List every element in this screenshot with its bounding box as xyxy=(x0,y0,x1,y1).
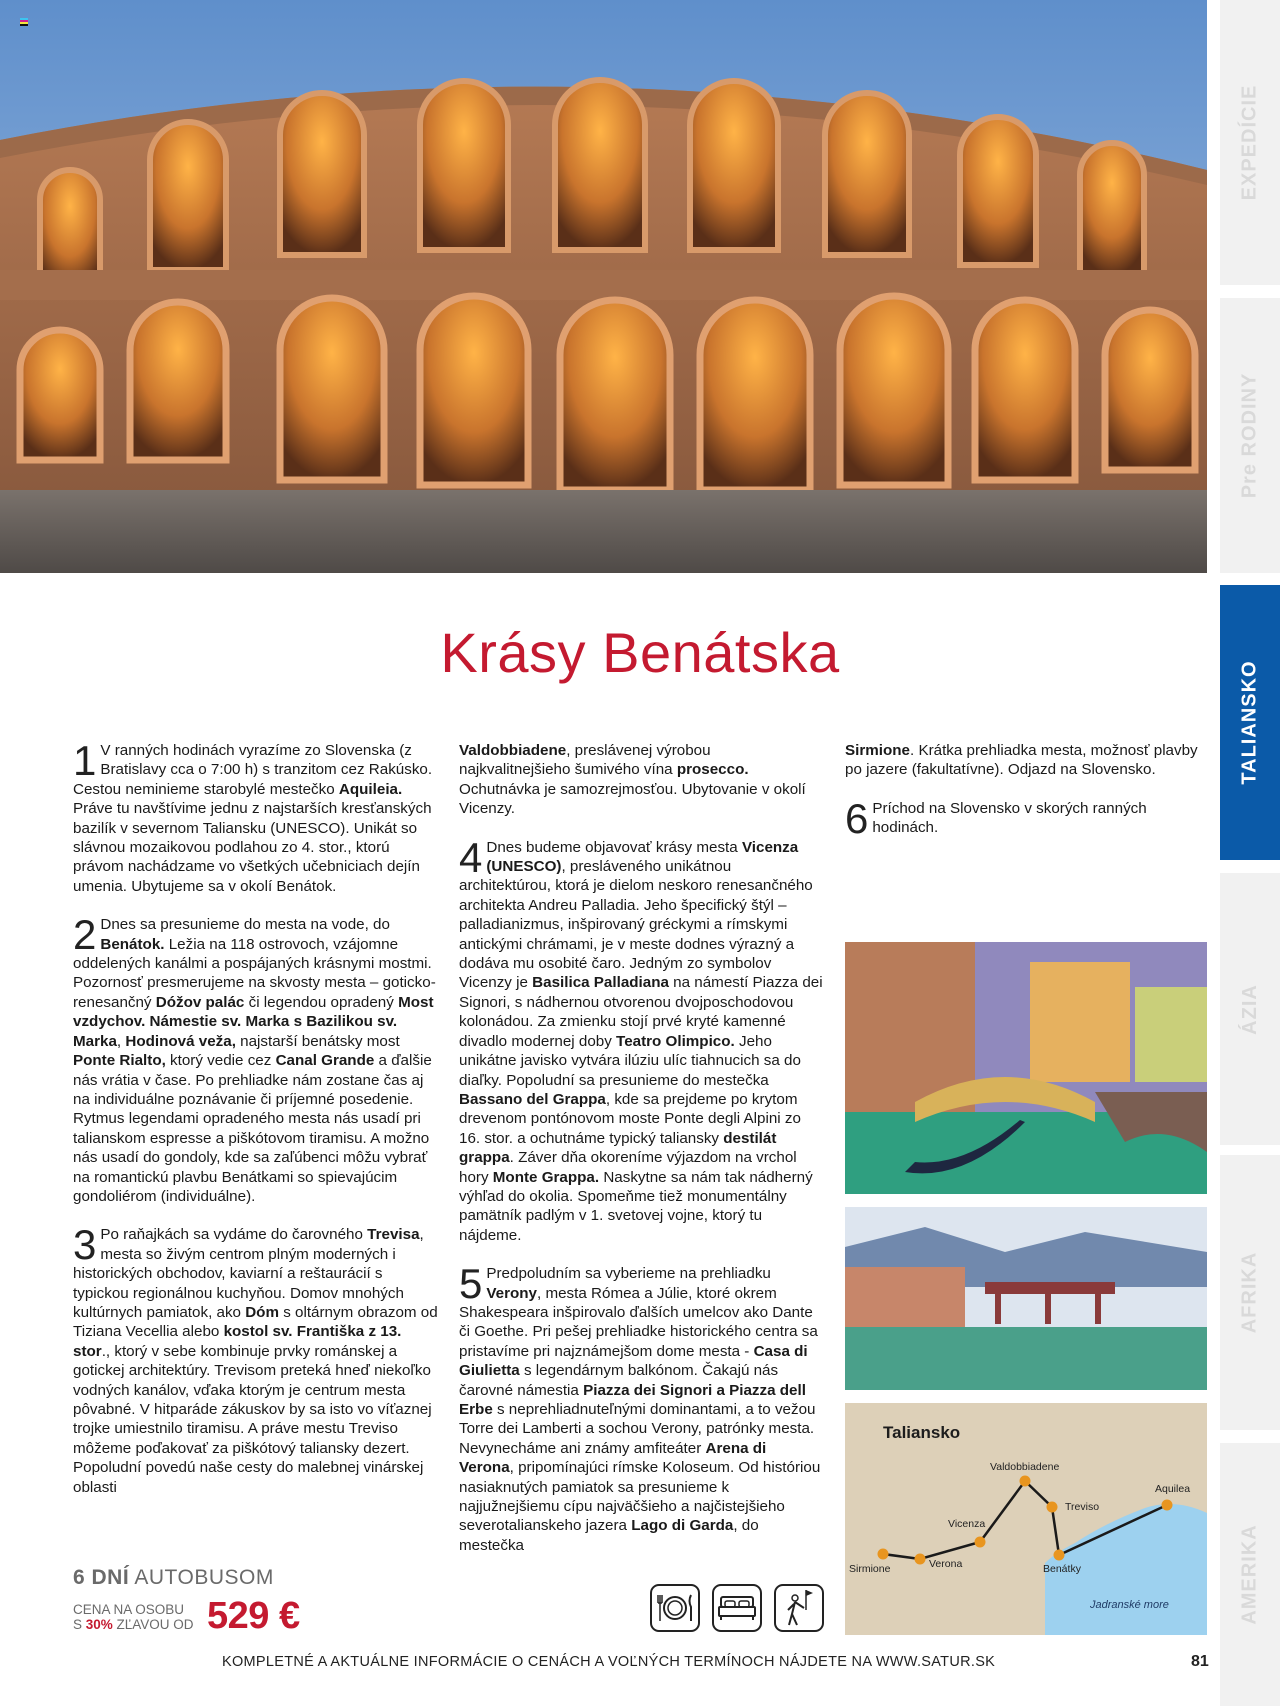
itinerary-column-2 xyxy=(459,741,824,1574)
itinerary-column-1 xyxy=(73,737,438,1516)
itinerary-day-4 xyxy=(459,833,824,1246)
side-tab-pre-rodiny[interactable] xyxy=(1220,298,1280,573)
map-city-label: Benátky xyxy=(1043,1563,1081,1575)
side-tab-afrika[interactable] xyxy=(1220,1155,1280,1430)
hero-photo-arena-di-verona xyxy=(0,0,1207,573)
side-tab-label: Pre RODINY xyxy=(1238,372,1261,499)
map-city-label: Verona xyxy=(929,1558,963,1570)
highlight-place: Verony xyxy=(486,1284,538,1302)
itinerary-day-3-part-a xyxy=(73,1221,438,1497)
price-label-line2: S 30% ZĽAVOU OD xyxy=(73,1617,194,1632)
arena-illustration xyxy=(0,0,1207,573)
trip-duration xyxy=(73,1566,274,1590)
day-text: Po raňajkách sa vydáme do čarovného xyxy=(100,1226,368,1244)
highlight-place: Bassano del Grappa xyxy=(459,1090,606,1108)
map-point-aquilea xyxy=(1162,1500,1173,1511)
footer-info: KOMPLETNÉ A AKTUÁLNE INFORMÁCIE O CENÁCH A VOĽNÝCH TERMÍNOCH NÁJDETE NA WWW.SATUR.SK xyxy=(222,1654,996,1670)
day-text: , pripomínajúci rímske Koloseum. Od históriou nasiaknutých pamiatok sa presunieme k najjužnejšiemu cípu najväčšieho a najčistejšieho severotalianskeho jazera xyxy=(459,1459,821,1535)
itinerary-day-3-part-b xyxy=(459,741,824,819)
side-tab-label: AMERIKA xyxy=(1238,1524,1261,1625)
map-city-label: Sirmione xyxy=(849,1563,891,1575)
highlight-place: Basilica Palladiana xyxy=(532,974,669,992)
guide-flag-icon xyxy=(774,1584,824,1632)
day-text: s neprehliadnuteľnými dominantami, a to vežou Torre dei Lamberti a sochou Verony, patrónky mesta. Nevynecháme ani známy amfiteáter xyxy=(459,1401,816,1457)
highlight-place: Dóm xyxy=(245,1303,279,1321)
map-city-label: Valdobbiadene xyxy=(990,1461,1060,1473)
highlight-place: Teatro Olimpico. xyxy=(616,1032,735,1050)
page-number: 81 xyxy=(1191,1653,1209,1670)
route-map xyxy=(845,1403,1207,1635)
map-point-sirmione xyxy=(878,1549,889,1560)
day-text: , mesta Rómea a Júlie, ktoré okrem Shakespeara inšpirovalo ďalších umelcov ako Dante či Goethe. Pri pešej prehliadke historického centra sa pristavíme pri najznámejšom dome mesta - xyxy=(459,1284,818,1360)
duration-transport: AUTOBUSOM xyxy=(129,1566,274,1589)
bed-icon xyxy=(712,1584,762,1632)
day-text: Dnes budeme objavovať krásy mesta xyxy=(486,838,742,856)
itinerary-day-5-part-a xyxy=(459,1260,824,1555)
highlight-place: Sirmione xyxy=(845,742,910,759)
side-tab-label: EXPEDÍCIE xyxy=(1238,84,1261,201)
highlight-place: Most vzdychov. Námestie sv. Marka s Bazilikou sv. Marka xyxy=(73,993,434,1050)
side-tab-amerika[interactable] xyxy=(1220,1443,1280,1706)
map-point-vicenza xyxy=(975,1537,986,1548)
highlight-place: Arena di Verona xyxy=(459,1439,767,1477)
photo-bassano-del-grappa xyxy=(845,1207,1207,1390)
map-point-treviso xyxy=(1047,1502,1058,1513)
day-text: , kde sa prejdeme po krytom drevenom pontónovom moste Ponte degli Alpini zo 16. stor. a ochutnáme typický taliansky xyxy=(459,1090,801,1147)
day-text: Jeho unikátne javisko vytvára ilúziu ulíc tiahnucich sa do diaľky. Popoludní sa presunieme do mestečka xyxy=(459,1032,801,1089)
highlight-place: Benátok. xyxy=(100,935,165,953)
day-text: Dnes sa presunieme do mesta na vode, do xyxy=(100,916,390,934)
day-text: Práve tu navštívime jednu z najstarších kresťanských bazilík v severnom Taliansku (UNESCO). Unikát so slávnou mozaikovou podlahou zo 4. stor., ktorú právom nachádzame vo všetkých učebniciach dejín umenia. Ubytujeme sa v okolí Benátok. xyxy=(73,800,432,895)
map-city-label: Aquilea xyxy=(1155,1483,1191,1495)
day-text: , xyxy=(116,1032,126,1050)
day-text: Príchod na Slovensko v skorých ranných hodinách. xyxy=(872,799,1147,837)
day-number: 6 xyxy=(845,794,869,842)
itinerary-day-5-part-b xyxy=(845,741,1210,780)
day-text: Ochutnávka je samozrejmosťou. Ubytovanie v okolí Vicenzy. xyxy=(459,780,806,818)
day-text: na námestí Piazza dei Signori, s nádhernou otvorenou dvojposchodovou kolonádou. Za zmienku stojí prvé kryté kamenné divadlo modernej doby xyxy=(459,974,823,1050)
day-text: , do mestečka xyxy=(459,1517,759,1554)
map-point-benátky xyxy=(1054,1550,1065,1561)
service-icons xyxy=(650,1584,824,1632)
itinerary-day-2 xyxy=(73,911,438,1206)
side-tab-label: AFRIKA xyxy=(1238,1251,1261,1334)
plate-cutlery-icon xyxy=(650,1584,700,1632)
highlight-place: Monte Grappa. xyxy=(492,1168,600,1186)
day-text: . Krátka prehliadka mesta, možnosť plavby po jazere (fakultatívne). Odjazd na Slovensko. xyxy=(845,742,1198,779)
day-text: Ležia na 118 ostrovoch, vzájomne oddelených kanálmi a pospájaných krásnymi mostmi. Pozornosť presmerujeme na skvosty mesta – goticko-renesančný xyxy=(73,935,436,1011)
itinerary-day-6 xyxy=(845,794,1210,842)
print-color-bar xyxy=(20,18,28,26)
day-text: ktorý vedie cez xyxy=(165,1052,276,1070)
itinerary-day-1 xyxy=(73,737,438,896)
day-text: s oltárnym obrazom od Tiziana Vecellia alebo xyxy=(73,1303,438,1341)
day-text: , mesta so živým centrom plným moderných i historických obchodov, kaviarní a reštaurácií s typickou regionálnou kuchyňou. Domov mnohých kultúrnych pamiatok, ako xyxy=(73,1226,424,1321)
highlight-place: Hodinová veža, xyxy=(125,1032,236,1050)
highlight-place: Piazza dei Signori a Piazza dell Erbe xyxy=(459,1381,806,1418)
section-side-tabs xyxy=(1220,0,1280,1706)
side-tab-azia[interactable] xyxy=(1220,873,1280,1145)
day-number: 5 xyxy=(459,1260,483,1308)
day-text: najstarší benátsky most xyxy=(235,1032,400,1050)
day-text: ., ktorý v sebe kombinuje prvky románskej a gotickej architektúry. Trevisom preteká hneď niekoľko vodných kanálov, vďaka ktorým je centrum mesta pôvabné. V hitparáde zákuskov by sa isto vo víťaznej trojke umiestnilo tiramisu. A práve mestu Treviso môžeme poďakovať za piškótový taliansky dezert. Popoludní povedú naše cesty do malebnej vinárskej oblasti xyxy=(73,1342,432,1496)
duration-days: 6 DNÍ xyxy=(73,1566,130,1589)
highlight-place: Aquileia. xyxy=(338,780,403,798)
day-number: 2 xyxy=(73,911,97,959)
map-point-valdobbiadene xyxy=(1020,1476,1031,1487)
day-text: Predpoludním sa vyberieme na prehliadku xyxy=(486,1265,771,1283)
highlight-place: Dóžov palác xyxy=(155,993,245,1011)
highlight-place: Vicenza (UNESCO) xyxy=(486,838,799,876)
side-tab-label: TALIANSKO xyxy=(1238,660,1261,785)
day-number: 3 xyxy=(73,1221,97,1269)
highlight-place: Canal Grande xyxy=(275,1052,375,1070)
map-point-verona xyxy=(915,1554,926,1565)
bassano-illustration xyxy=(845,1207,1207,1390)
side-tab-expedicie[interactable] xyxy=(1220,0,1280,285)
highlight-place: Casa di Giulietta xyxy=(459,1342,808,1380)
venice-canal-illustration xyxy=(845,942,1207,1194)
price-value: 529 € xyxy=(207,1595,300,1637)
highlight-place: Valdobbiadene xyxy=(459,742,567,759)
sea-label: Jadranské more xyxy=(1090,1599,1169,1611)
page-title: Krásy Benátska xyxy=(440,621,840,684)
day-text: Naskytne sa nám tak nádherný výhľad do okolia. Spomeňme tiež monumentálny pamätník padlým v 1. svetovej vojne, ktorý tu nájdeme. xyxy=(459,1168,813,1244)
itinerary-column-3 xyxy=(845,741,1210,857)
map-title: Taliansko xyxy=(883,1423,961,1442)
day-text: , preslávenej výrobou najkvalitnejšieho šumivého vína xyxy=(459,742,711,779)
highlight-place: kostol sv. Františka z 13. stor xyxy=(73,1323,402,1360)
highlight-place: Ponte Rialto, xyxy=(73,1052,166,1070)
day-text: či legendou opradený xyxy=(244,993,399,1011)
day-number: 1 xyxy=(73,737,97,784)
day-text: s legendárnym balkónom. Čakajú nás čarovné námestia xyxy=(459,1362,779,1399)
highlight-place: Trevisa xyxy=(367,1226,420,1244)
map-city-label: Vicenza xyxy=(948,1518,986,1530)
day-text: a ďalšie nás vrátia v čase. Po prehliadke nám zostane čas aj na individuálne poznávanie či príjemné posedenie. Rytmus legendami opradeného mesta nás usadí pri talianskom espresse a piškótovom tiramisu. A možno nás usadí do gondoly, kde sa zaľúbenci môžu vybrať na romantickú plavbu Benátkami so spievajúcim gondoliérom (individuálne). xyxy=(73,1052,432,1205)
price-label xyxy=(73,1602,194,1632)
discount-percent: 30% xyxy=(85,1617,113,1632)
day-number: 4 xyxy=(459,833,483,881)
side-tab-label: ÁZIA xyxy=(1238,983,1261,1035)
map-city-label: Treviso xyxy=(1065,1501,1100,1513)
price-label-line1: CENA NA OSOBU xyxy=(73,1602,185,1617)
highlight-place: destilát grappa xyxy=(459,1129,777,1167)
photo-venice-canal xyxy=(845,942,1207,1194)
day-text: V ranných hodinách vyrazíme zo Slovenska (z Bratislavy cca o 7:00 h) s tranzitom cez Rakúsko. Cestou neminieme starobylé mestečko xyxy=(73,742,433,798)
highlight-place: Lago di Garda xyxy=(631,1517,734,1535)
day-text: , presláveného unikátnou architektúrou, ktorá je dielom neskoro renesančného architekta Andreu Palladia. Jeho špecifický štýl – palladianizmus, inšpirovaný gréckymi a rímskymi antickými chrámami, je v meste dodnes výrazný a dodáva mu osobité čaro. Jedným zo symbolov Vicenzy je xyxy=(459,858,813,992)
day-text: . Záver dňa okoreníme výjazdom na vrchol hory xyxy=(459,1149,797,1186)
highlight-place: prosecco. xyxy=(676,761,749,779)
